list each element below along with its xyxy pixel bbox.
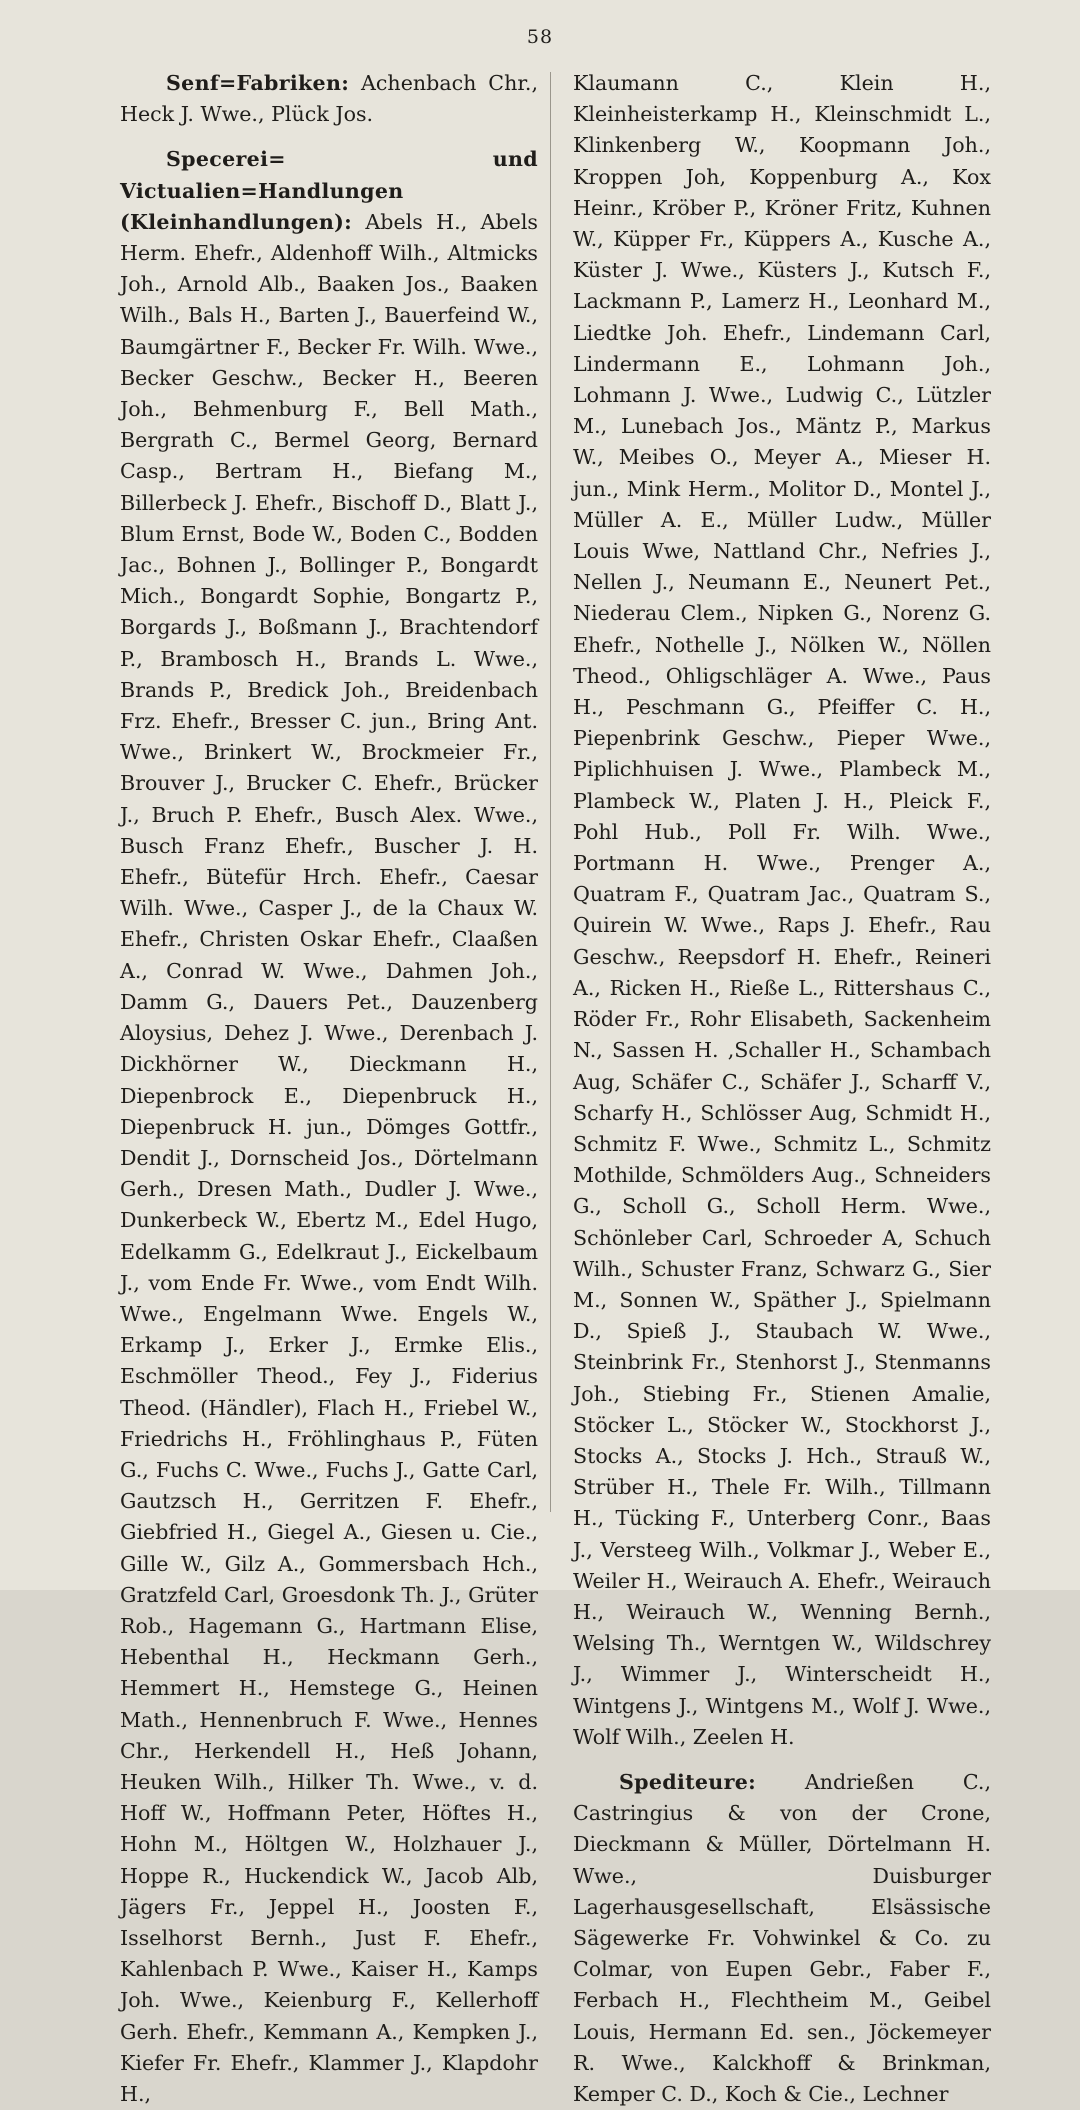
- page-number: 58: [526, 26, 554, 48]
- section-entries: Achenbach Chr., Heck J. Wwe., Plück Jos.: [120, 71, 539, 127]
- column-divider: [550, 72, 551, 1512]
- section-spediteure: [573, 1767, 991, 2110]
- section-heading: Specerei= und Victualien=Handlungen (Kleinhandlungen):: [120, 147, 538, 234]
- section-entries: Andrießen C., Castringius & von der Crone, Dieckmann & Müller, Dörtelmann H. Wwe., Duisburger Lagerhausgesellschaft, Elsässische Sägewerke Fr. Vohwinkel & Co. zu Colmar, von Eupen Gebr., Faber F., Ferbach H., Flechtheim M., Geibel Louis, Hermann Ed. sen., Jöckemeyer R. Wwe., Kalckhoff & Brinkman, Kemper C. D., Koch & Cie., Lechner: [573, 1769, 991, 2106]
- right-column: [573, 68, 991, 2110]
- section-entries: Abels H., Abels Herm. Ehefr., Aldenhoff Wilh., Altmicks Joh., Arnold Alb., Baaken Jos., Baaken Wilh., Bals H., Barten J., Bauerfeind W., Baumgärtner F., Becker Fr. Wilh. Wwe., Becker Geschw., Becker H., Beeren Joh., Behmenburg F., Bell Math., Bergrath C., Bermel Georg, Bernard Casp., Bertram H., Biefang M., Billerbeck J. Ehefr., Bischoff D., Blatt J., Blum Ernst, Bode W., Boden C., Bodden Jac., Bohnen J., Bollinger P., Bongardt Mich., Bongardt Sophie, Bongartz P., Borgards J., Boßmann J., Brachtendorf P., Brambosch H., Brands L. Wwe., Brands P., Bredick Joh., Breidenbach Frz. Ehefr., Bresser C. jun., Bring Ant. Wwe., Brinkert W., Brockmeier Fr., Brouver J., Brucker C. Ehefr., Brücker J., Bruch P. Ehefr., Busch Alex. Wwe., Busch Franz Ehefr., Buscher J. H. Ehefr., Bütefür Hrch. Ehefr., Caesar Wilh. Wwe., Casper J., de la Chaux W. Ehefr., Christen Oskar Ehefr., Claaßen A., Conrad W. Wwe., Dahmen Joh., Damm G., Dauers Pet., Dauzenberg Aloysius, Dehez J. Wwe., Derenbach J. Dickhörner W., Dieckmann H., Diepenbrock E., Diepenbruck H., Diepenbruck H. jun., Dömges Gottfr., Dendit J., Dornscheid Jos., Dörtelmann Gerh., Dresen Math., Dudler J. Wwe., Dunkerbeck W., Ebertz M., Edel Hugo, Edelkamm G., Edelkraut J., Eickelbaum J., vom Ende Fr. Wwe., vom Endt Wilh. Wwe., Engelmann Wwe. Engels W., Erkamp J., Erker J., Ermke Elis., Eschmöller Theod., Fey J., Fiderius Theod. (Händler), Flach H., Friebel W., Friedrichs H., Fröhlinghaus P., Füten G., Fuchs C. Wwe., Fuchs J., Gatte Carl, Gautzsch H., Gerritzen F. Ehefr., Giebfried H., Giegel A., Giesen u. Cie., Gille W., Gilz A., Gommersbach Hch., Gratzfeld Carl, Groesdonk Th. J., Grüter Rob., Hagemann G., Hartmann Elise, Hebenthal H., Heckmann Gerh., Hemmert H., Hemstege G., Heinen Math., Hennenbruch F. Wwe., Hennes Chr., Herkendell H., Heß Johann, Heuken Wilh., Hilker Th. Wwe., v. d. Hoff W., Hoffmann Peter, Höftes H., Hohn M., Höltgen W., Holzhauer J., Hoppe R., Huckendick W., Jacob Alb, Jägers Fr., Jeppel H., Joosten F., Isselhorst Bernh., Just F. Ehefr., Kahlenbach P. Wwe., Kaiser H., Kamps Joh. Wwe., Keienburg F., Kellerhoff Gerh. Ehefr., Kemmann A., Kempken J., Kiefer Fr. Ehefr., Klammer J., Klapdohr H.,: [120, 209, 538, 2106]
- section-entries: Klaumann C., Klein H., Kleinheisterkamp H., Kleinschmidt L., Klinkenberg W., Koopmann Joh., Kroppen Joh, Koppenburg A., Kox Heinr., Kröber P., Kröner Fritz, Kuhnen W., Küpper Fr., Küppers A., Kusche A., Küster J. Wwe., Küsters J., Kutsch F., Lackmann P., Lamerz H., Leonhard M., Liedtke Joh. Ehefr., Lindemann Carl, Lindermann E., Lohmann Joh., Lohmann J. Wwe., Ludwig C., Lützler M., Lunebach Jos., Mäntz P., Markus W., Meibes O., Meyer A., Mieser H. jun., Mink Herm., Molitor D., Montel J., Müller A. E., Müller Ludw., Müller Louis Wwe, Nattland Chr., Nefries J., Nellen J., Neumann E., Neunert Pet., Niederau Clem., Nipken G., Norenz G. Ehefr., Nothelle J., Nölken W., Nöllen Theod., Ohligschläger A. Wwe., Paus H., Peschmann G., Pfeiffer C. H., Piepenbrink Geschw., Pieper Wwe., Piplichhuisen J. Wwe., Plambeck M., Plambeck W., Platen J. H., Pleick F., Pohl Hub., Poll Fr. Wilh. Wwe., Portmann H. Wwe., Prenger A., Quatram F., Quatram Jac., Quatram S., Quirein W. Wwe., Raps J. Ehefr., Rau Geschw., Reepsdorf H. Ehefr., Reineri A., Ricken H., Rieße L., Rittershaus C., Röder Fr., Rohr Elisabeth, Sackenheim N., Sassen H. ,Schaller H., Schambach Aug, Schäfer C., Schäfer J., Scharff V., Scharfy H., Schlösser Aug, Schmidt H., Schmitz F. Wwe., Schmitz L., Schmitz Mothilde, Schmölders Aug., Schneiders G., Scholl G., Scholl Herm. Wwe., Schönleber Carl, Schroeder A, Schuch Wilh., Schuster Franz, Schwarz G., Sier M., Sonnen W., Späther J., Spielmann D., Spieß J., Staubach W. Wwe., Steinbrink Fr., Stenhorst J., Stenmanns Joh., Stiebing Fr., Stienen Amalie, Stöcker L., Stöcker W., Stockhorst J., Stocks A., Stocks J. Hch., Strauß W., Strüber H., Thele Fr. Wilh., Tillmann H., Tücking F., Unterberg Conr., Baas J., Versteeg Wilh., Volkmar J., Weber E., Weiler H., Weirauch A. Ehefr., Weirauch H., Weirauch W., Wenning Bernh., Welsing Th., Werntgen W., Wildschrey J., Wimmer J., Winterscheidt H., Wintgens J., Wintgens M., Wolf J. Wwe., Wolf Wilh., Zeelen H.: [573, 71, 991, 1749]
- section-continuation: [573, 68, 991, 1753]
- left-column: [120, 68, 538, 2110]
- section-heading: Spediteure:: [619, 1769, 757, 1794]
- section-senf-fabriken: [120, 68, 538, 130]
- section-heading: Senf=Fabriken:: [166, 71, 350, 95]
- section-specerei-handlungen: [120, 144, 538, 2110]
